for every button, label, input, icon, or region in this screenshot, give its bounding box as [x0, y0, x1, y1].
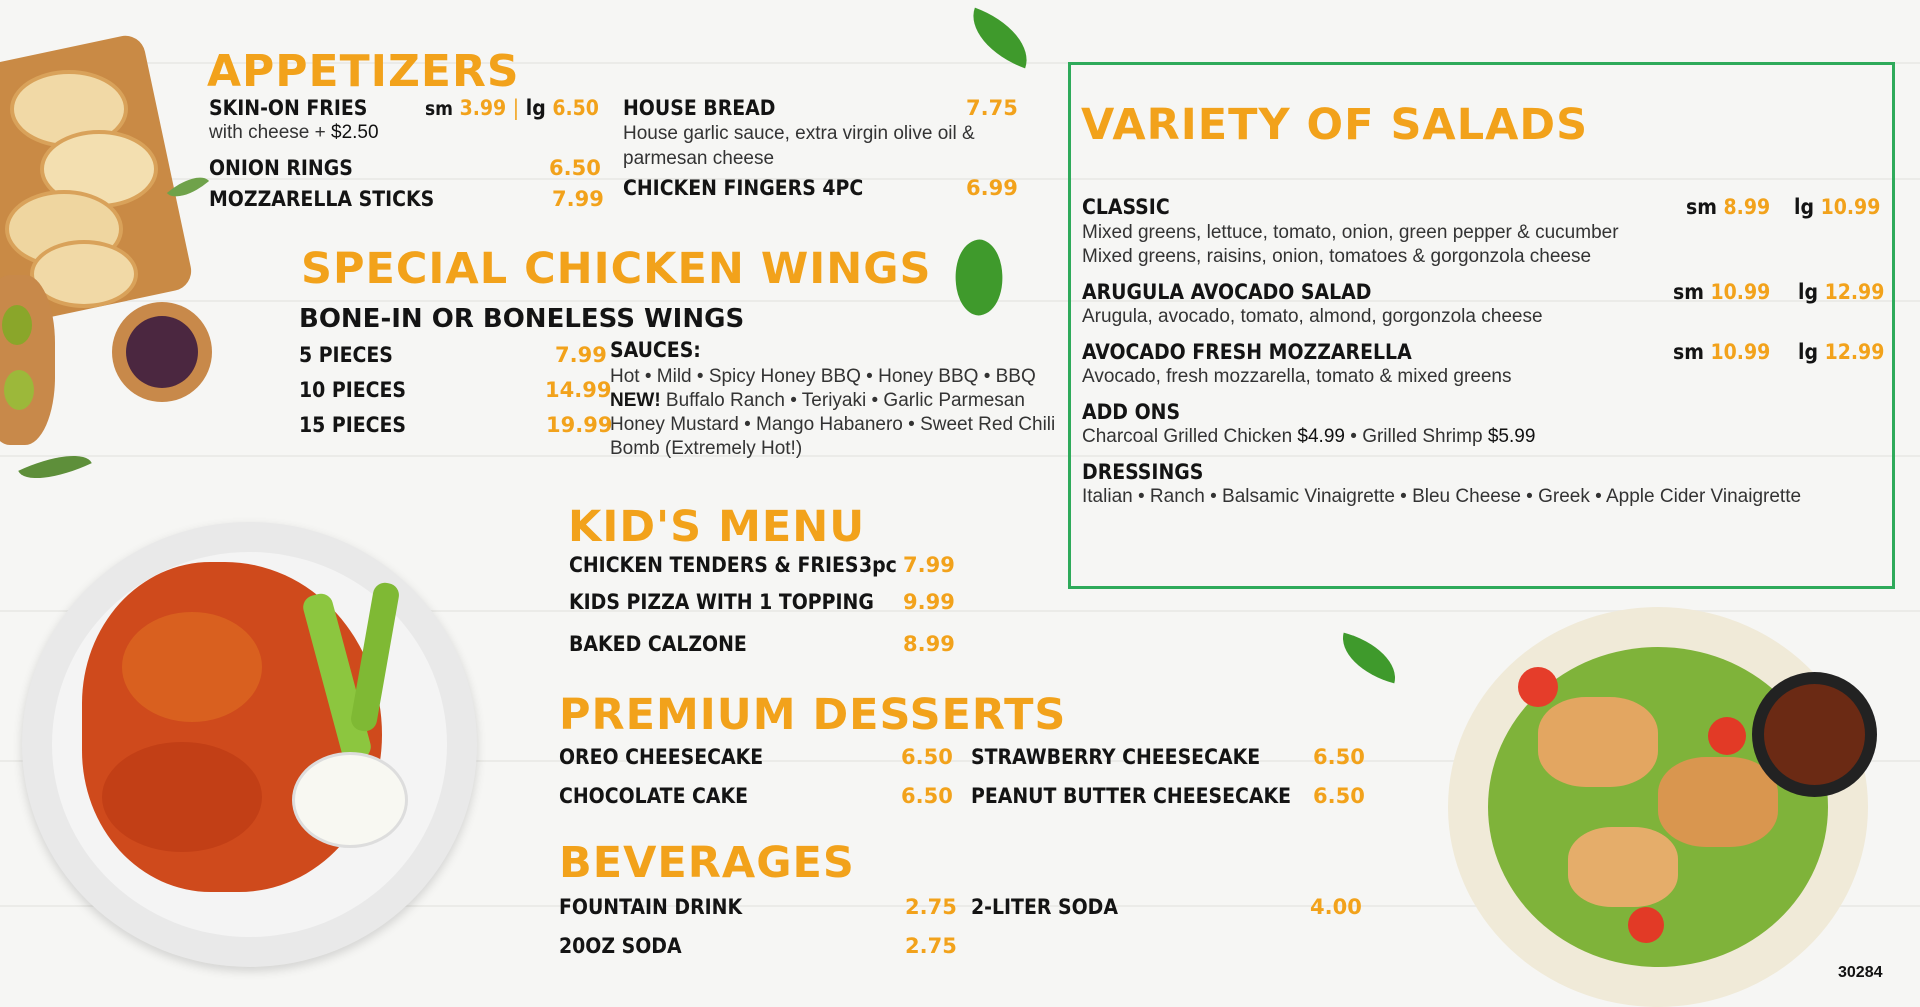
addon-shrimp: Grilled Shrimp	[1362, 426, 1488, 447]
wings-item-15-name: 15 PIECES	[299, 413, 407, 437]
salad-arugula-desc: Arugula, avocado, tomato, almond, gorgonzola cheese	[1082, 306, 1543, 327]
kids-tenders-name: CHICKEN TENDERS & FRIES	[569, 553, 859, 577]
appetizers-title: APPETIZERS	[207, 46, 520, 97]
fries-lg-label: lg	[525, 96, 546, 120]
fries-prices	[425, 96, 599, 120]
kids-tenders-price: 7.99	[903, 553, 955, 577]
wings-item-15-price: 19.99	[546, 413, 613, 437]
kids-calzone-name: BAKED CALZONE	[569, 632, 747, 656]
salad-arugula-sm-price: 10.99	[1710, 280, 1771, 304]
mozzarella-sticks-price: 7.99	[552, 187, 604, 211]
house-bread-name: HOUSE BREAD	[623, 96, 776, 120]
sauces-line-1: Hot • Mild • Spicy Honey BBQ • Honey BBQ • BBQ	[610, 366, 1036, 387]
bread-board-photo	[0, 40, 185, 310]
dessert-peanut-butter-price: 6.50	[1313, 784, 1365, 808]
salad-avocado-sm-label: sm	[1673, 340, 1704, 364]
chicken-fingers-price: 6.99	[966, 176, 1018, 200]
dessert-strawberry-name: STRAWBERRY CHEESECAKE	[971, 745, 1261, 769]
dipping-sauce-cup-photo	[1752, 672, 1877, 797]
house-bread-desc-2: parmesan cheese	[623, 148, 775, 169]
salad-addons-name: ADD ONS	[1082, 400, 1181, 424]
beverage-2liter-price: 4.00	[1310, 895, 1362, 919]
menu-code: 30284	[1838, 964, 1883, 981]
beverage-2liter-name: 2-LITER SODA	[971, 895, 1118, 919]
sauces-line-4: Bomb (Extremely Hot!)	[610, 438, 803, 459]
dessert-chocolate-price: 6.50	[901, 784, 953, 808]
wings-subtitle: BONE-IN OR BONELESS WINGS	[299, 304, 745, 334]
wings-item-5-name: 5 PIECES	[299, 343, 393, 367]
fries-sm-price: 3.99	[459, 96, 507, 120]
salad-classic-lg-label: lg	[1794, 195, 1814, 219]
beverage-20oz-name: 20OZ SODA	[559, 934, 682, 958]
onion-rings-price: 6.50	[549, 156, 601, 180]
fries-sm-label: sm	[425, 98, 453, 120]
fries-separator: |	[512, 96, 520, 120]
olives-bowl-photo	[112, 302, 212, 402]
sauces-line-2	[610, 390, 1025, 412]
dessert-oreo-price: 6.50	[901, 745, 953, 769]
wings-item-10-price: 14.99	[545, 378, 612, 402]
salad-arugula-lg	[1798, 280, 1884, 304]
salad-arugula-lg-label: lg	[1798, 280, 1818, 304]
salad-classic-desc-1: Mixed greens, lettuce, tomato, onion, green pepper & cucumber	[1082, 222, 1619, 243]
spinach-leaf-icon	[1334, 633, 1403, 684]
addon-chicken: Charcoal Grilled Chicken	[1082, 426, 1298, 447]
chicken-wings-plate-photo	[22, 522, 477, 967]
salad-classic-sm-price: 8.99	[1723, 195, 1771, 219]
kids-pizza-price: 9.99	[903, 590, 955, 614]
wings-title: SPECIAL CHICKEN WINGS	[301, 244, 932, 294]
salad-avocado-sm	[1673, 340, 1770, 364]
fries-name: SKIN-ON FRIES	[209, 96, 368, 120]
sauces-line-3: Honey Mustard • Mango Habanero • Sweet Red Chili	[610, 414, 1056, 435]
sauces-new-badge: NEW!	[610, 390, 661, 411]
dessert-peanut-butter-name: PEANUT BUTTER CHEESECAKE	[971, 784, 1292, 808]
olive-leaf-icon	[18, 441, 92, 492]
mozzarella-sticks-name: MOZZARELLA STICKS	[209, 187, 435, 211]
salad-avocado-lg-label: lg	[1798, 340, 1818, 364]
kids-calzone-price: 8.99	[903, 632, 955, 656]
salad-dressings-desc: Italian • Ranch • Balsamic Vinaigrette • Bleu Cheese • Greek • Apple Cider Vinaigrette	[1082, 486, 1802, 507]
fries-lg-price: 6.50	[552, 96, 599, 120]
green-olives-photo	[0, 275, 55, 445]
salad-classic-sm	[1686, 195, 1770, 219]
salad-avocado-sm-price: 10.99	[1710, 340, 1771, 364]
kids-title: KID'S MENU	[568, 502, 866, 552]
salad-avocado-desc: Avocado, fresh mozzarella, tomato & mixed greens	[1082, 366, 1512, 387]
chicken-fingers-name: CHICKEN FINGERS 4PC	[623, 176, 864, 200]
sauces-label: SAUCES:	[610, 338, 701, 362]
spinach-leaf-icon	[949, 236, 1009, 318]
wings-item-5-price: 7.99	[555, 343, 607, 367]
salad-bowl-photo	[1448, 607, 1868, 1007]
addon-shrimp-price: $5.99	[1487, 426, 1536, 447]
beverages-title: BEVERAGES	[559, 838, 855, 888]
beverage-fountain-price: 2.75	[905, 895, 957, 919]
sauces-line-2-text: Buffalo Ranch • Teriyaki • Garlic Parmesan	[660, 390, 1025, 411]
house-bread-price: 7.75	[966, 96, 1018, 120]
salad-avocado-lg	[1798, 340, 1884, 364]
beverage-fountain-name: FOUNTAIN DRINK	[559, 895, 743, 919]
salad-classic-sm-label: sm	[1686, 195, 1717, 219]
salad-arugula-lg-price: 12.99	[1824, 280, 1885, 304]
salad-classic-name: CLASSIC	[1082, 195, 1170, 219]
addon-chicken-price: $4.99	[1297, 426, 1345, 447]
salads-title: VARIETY OF SALADS	[1081, 100, 1589, 150]
salad-arugula-sm-label: sm	[1673, 280, 1704, 304]
fries-note	[209, 122, 379, 144]
salad-classic-lg-price: 10.99	[1820, 195, 1881, 219]
kids-pizza-name: KIDS PIZZA WITH 1 TOPPING	[569, 590, 874, 614]
dessert-oreo-name: OREO CHEESECAKE	[559, 745, 764, 769]
dessert-chocolate-name: CHOCOLATE CAKE	[559, 784, 749, 808]
kids-tenders-qty: 3pc	[859, 553, 897, 577]
salad-classic-lg	[1794, 195, 1880, 219]
salad-addons-desc	[1082, 426, 1535, 448]
spinach-leaf-icon	[961, 8, 1039, 69]
fries-note-price: $2.50	[331, 122, 379, 143]
beverage-20oz-price: 2.75	[905, 934, 957, 958]
salad-arugula-name: ARUGULA AVOCADO SALAD	[1082, 280, 1372, 304]
desserts-title: PREMIUM DESSERTS	[559, 690, 1067, 740]
fries-note-text: with cheese +	[209, 122, 326, 143]
salad-avocado-lg-price: 12.99	[1824, 340, 1885, 364]
wings-item-10-name: 10 PIECES	[299, 378, 407, 402]
addon-separator: •	[1344, 426, 1363, 447]
salad-arugula-sm	[1673, 280, 1770, 304]
salad-classic-desc-2: Mixed greens, raisins, onion, tomatoes & gorgonzola cheese	[1082, 246, 1592, 267]
house-bread-desc-1: House garlic sauce, extra virgin olive oil &	[623, 123, 975, 144]
salad-avocado-name: AVOCADO FRESH MOZZARELLA	[1082, 340, 1412, 364]
dessert-strawberry-price: 6.50	[1313, 745, 1365, 769]
salad-dressings-name: DRESSINGS	[1082, 460, 1204, 484]
onion-rings-name: ONION RINGS	[209, 156, 353, 180]
